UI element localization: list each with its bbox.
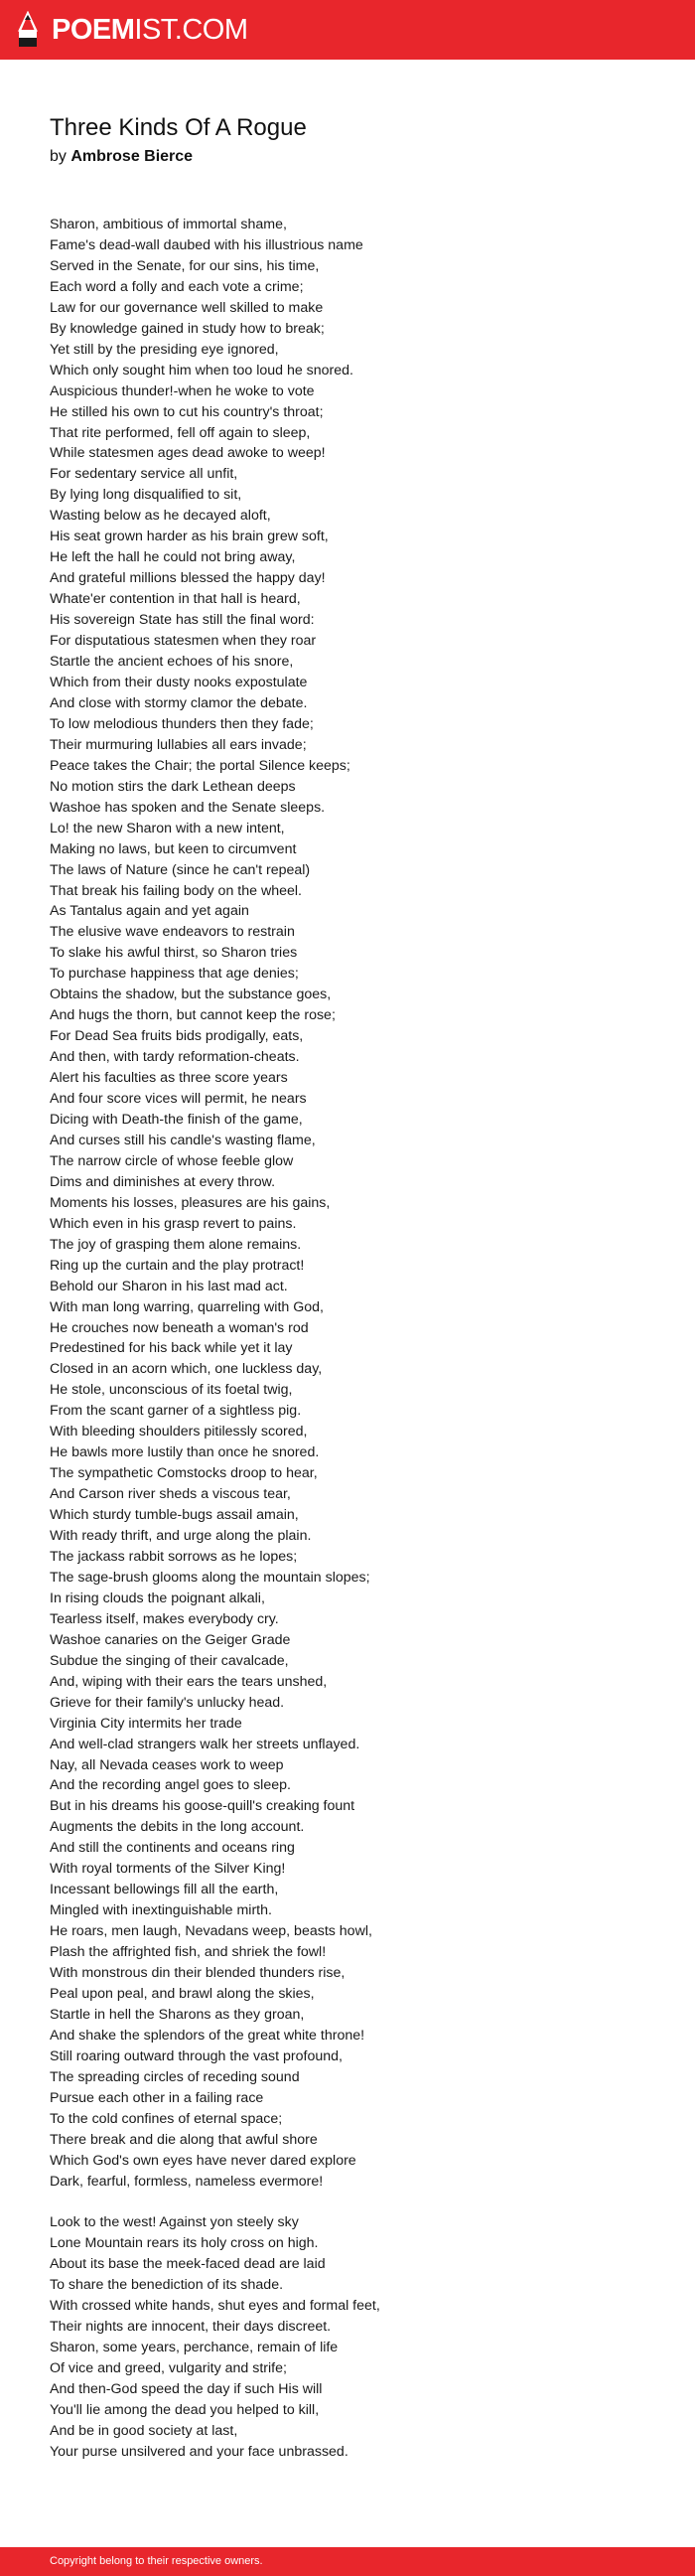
site-logo[interactable]	[16, 11, 248, 49]
poem-line: With ready thrift, and urge along the plain.	[50, 1528, 312, 1545]
poem-line: Lone Mountain rears its holy cross on high.	[50, 2235, 319, 2252]
poem-line: Alert his faculties as three score years	[50, 1070, 288, 1087]
poem-line: And still the continents and oceans ring	[50, 1840, 295, 1857]
poem-line: Subdue the singing of their cavalcade,	[50, 1652, 289, 1669]
poem-line: Still roaring outward through the vast profound,	[50, 2047, 343, 2064]
poem-line: Grieve for their family's unlucky head.	[50, 1694, 285, 1711]
poem-line: About its base the meek-faced dead are laid	[50, 2256, 326, 2273]
poem-line: Moments his losses, pleasures are his gains,	[50, 1194, 331, 1211]
poem-line: To purchase happiness that age denies;	[50, 966, 299, 983]
poem-line: Your purse unsilvered and your face unbrassed.	[50, 2443, 348, 2460]
poem-line: Of vice and greed, vulgarity and strife;	[50, 2360, 287, 2377]
poem-line: For Dead Sea fruits bids prodigally, eats,	[50, 1028, 304, 1045]
poem-line: Behold our Sharon in his last mad act.	[50, 1278, 288, 1294]
poem-line: The narrow circle of whose feeble glow	[50, 1152, 294, 1169]
poem-line: With crossed white hands, shut eyes and formal feet,	[50, 2298, 380, 2315]
poem-line: Predestined for his back while yet it lay	[50, 1340, 293, 1357]
poem-line: He roars, men laugh, Nevadans weep, beasts howl,	[50, 1923, 372, 1940]
poem-byline	[50, 147, 193, 167]
poem-line: Look to the west! Against yon steely sky	[50, 2214, 299, 2231]
poem-line: Sharon, some years, perchance, remain of life	[50, 2340, 339, 2356]
poem-line: In rising clouds the poignant alkali,	[50, 1590, 265, 1606]
poem-line: And shake the splendors of the great white throne!	[50, 2027, 365, 2044]
brand-bold: POEM	[52, 14, 135, 46]
poem-line: With bleeding shoulders pitilessly scored,	[50, 1424, 308, 1440]
poem-line: He left the hall he could not bring away,	[50, 549, 296, 566]
poem-line: Law for our governance well skilled to make	[50, 299, 324, 316]
poem-line: Pursue each other in a failing race	[50, 2089, 264, 2106]
poem-line: Tearless itself, makes everybody cry.	[50, 1610, 279, 1627]
poem-line: Dims and diminishes at every throw.	[50, 1173, 276, 1190]
poem-line: Mingled with inextinguishable mirth.	[50, 1902, 272, 1919]
poem-line: And curses still his candle's wasting flame,	[50, 1132, 316, 1148]
brand-name	[52, 11, 248, 49]
poem-line: Each word a folly and each vote a crime;	[50, 278, 304, 295]
poem-line: The jackass rabbit sorrows as he lopes;	[50, 1549, 298, 1565]
poem-line: Which only sought him when too loud he snored.	[50, 362, 354, 379]
poem-line: To the cold confines of eternal space;	[50, 2110, 283, 2127]
poem-body	[50, 215, 665, 2463]
poem-line: Auspicious thunder!-when he woke to vote	[50, 382, 315, 399]
poem-line: Served in the Senate, for our sins, his time,	[50, 257, 320, 274]
poem-line: To low melodious thunders then they fade;	[50, 715, 314, 732]
poem-line: That break his failing body on the wheel.	[50, 882, 302, 899]
poem-line: Which sturdy tumble-bugs assail amain,	[50, 1507, 299, 1524]
poem-line: And Carson river sheds a viscous tear,	[50, 1486, 291, 1503]
poem-line: Their nights are innocent, their days discreet.	[50, 2319, 332, 2336]
poem-line: Startle in hell the Sharons as they groan,	[50, 2006, 305, 2023]
poem-line: The laws of Nature (since he can't repeal)	[50, 861, 311, 878]
poem-line: Incessant bellowings fill all the earth,	[50, 1882, 279, 1898]
poem-line: Peace takes the Chair; the portal Silence keeps;	[50, 757, 350, 774]
pen-nib-icon	[16, 11, 40, 49]
poem-line: And then, with tardy reformation-cheats.	[50, 1049, 300, 1066]
poem-line: Startle the ancient echoes of his snore,	[50, 654, 294, 671]
poem-line: While statesmen ages dead awoke to weep!	[50, 445, 326, 462]
poem-line: The sage-brush glooms along the mountain slopes;	[50, 1569, 370, 1586]
brand-light: IST.COM	[134, 14, 248, 46]
poem-line: And close with stormy clamor the debate.	[50, 694, 308, 711]
poem-line: He bawls more lustily than once he snored.	[50, 1444, 320, 1461]
poem-line: That rite performed, fell off again to sleep,	[50, 424, 311, 441]
poem-line: Fame's dead-wall daubed with his illustrious name	[50, 236, 363, 253]
poem-stanza	[50, 215, 665, 2193]
poem-line: And, wiping with their ears the tears unshed,	[50, 1673, 328, 1690]
poem-stanza	[50, 2212, 665, 2462]
poem-line: Which even in his grasp revert to pains.	[50, 1215, 297, 1232]
poem-line: No motion stirs the dark Lethean deeps	[50, 778, 296, 795]
poem-line: He stole, unconscious of its foetal twig,	[50, 1382, 293, 1399]
poem-line: For disputatious statesmen when they roar	[50, 633, 317, 650]
poem-line: For sedentary service all unfit,	[50, 466, 238, 483]
poem-line: The joy of grasping them alone remains.	[50, 1236, 302, 1253]
poem-line: And hugs the thorn, but cannot keep the rose;	[50, 1007, 336, 1024]
poem-line: The spreading circles of receding sound	[50, 2068, 300, 2085]
poem-line: With monstrous din their blended thunders rise,	[50, 1965, 346, 1982]
poem-line: Plash the affrighted fish, and shriek the fowl!	[50, 1944, 327, 1961]
poem-line: He stilled his own to cut his country's throat;	[50, 403, 324, 420]
poem-line: But in his dreams his goose-quill's creaking fount	[50, 1798, 355, 1815]
poem-line: To slake his awful thirst, so Sharon tries	[50, 945, 298, 962]
poem-line: Peal upon peal, and brawl along the skies,	[50, 1986, 315, 2003]
poem-line: Dark, fearful, formless, nameless evermore!	[50, 2173, 324, 2190]
poem-line: His seat grown harder as his brain grew soft,	[50, 529, 329, 545]
poem-line: Obtains the shadow, but the substance goes,	[50, 986, 332, 1003]
author-link[interactable]: Ambrose Bierce	[70, 148, 194, 165]
poem-line: By knowledge gained in study how to break;	[50, 320, 325, 337]
poem-line: The elusive wave endeavors to restrain	[50, 924, 295, 941]
poem-line: With royal torments of the Silver King!	[50, 1861, 286, 1878]
poem-line: Washoe has spoken and the Senate sleeps.	[50, 799, 326, 816]
poem-line: Whate'er contention in that hall is heard,	[50, 591, 301, 608]
poem-line: Wasting below as he decayed aloft,	[50, 508, 271, 525]
poem-line: Lo! the new Sharon with a new intent,	[50, 820, 285, 836]
poem-line: And then-God speed the day if such His will	[50, 2381, 323, 2398]
poem-line: And well-clad strangers walk her streets unflayed.	[50, 1736, 360, 1752]
poem-title: Three Kinds Of A Rogue	[50, 114, 307, 141]
poem-line: And be in good society at last,	[50, 2423, 238, 2440]
poem-line: And the recording angel goes to sleep.	[50, 1777, 291, 1794]
poem-line: Which from their dusty nooks expostulate	[50, 674, 308, 690]
poem-line: Closed in an acorn which, one luckless day,	[50, 1361, 323, 1378]
poem-line: Making no laws, but keen to circumvent	[50, 840, 297, 857]
site-footer	[0, 2547, 695, 2576]
by-label: by	[50, 148, 67, 165]
poem-line: Their murmuring lullabies all ears invade;	[50, 736, 307, 753]
poem-line: Yet still by the presiding eye ignored,	[50, 341, 279, 358]
poem-line: His sovereign State has still the final word:	[50, 612, 315, 629]
poem-line: Dicing with Death-the finish of the game,	[50, 1111, 303, 1128]
copyright-notice: Copyright belong to their respective owners.	[50, 2555, 263, 2567]
poem-line: He crouches now beneath a woman's rod	[50, 1319, 309, 1336]
poem-line: As Tantalus again and yet again	[50, 903, 249, 920]
poem-line: By lying long disqualified to sit,	[50, 487, 242, 504]
poem-line: Augments the debits in the long account.	[50, 1819, 305, 1836]
poem-line: Nay, all Nevada ceases work to weep	[50, 1756, 284, 1773]
poem-line: From the scant garner of a sightless pig.	[50, 1403, 302, 1420]
poem-line: And grateful millions blessed the happy day!	[50, 570, 326, 587]
poem-line: Which God's own eyes have never dared explore	[50, 2152, 356, 2169]
poem-line: With man long warring, quarreling with God,	[50, 1298, 324, 1315]
poem-line: And four score vices will permit, he nears	[50, 1091, 307, 1108]
poem-line: You'll lie among the dead you helped to kill,	[50, 2402, 320, 2419]
poem-line: To share the benediction of its shade.	[50, 2277, 284, 2294]
poem-line: Ring up the curtain and the play protract!	[50, 1257, 305, 1274]
poem-line: Virginia City intermits her trade	[50, 1715, 242, 1732]
poem-line: The sympathetic Comstocks droop to hear,	[50, 1465, 318, 1482]
poem-line: Washoe canaries on the Geiger Grade	[50, 1631, 291, 1648]
poem-line: There break and die along that awful shore	[50, 2131, 318, 2148]
poem-line: Sharon, ambitious of immortal shame,	[50, 217, 287, 232]
site-header	[0, 0, 695, 60]
